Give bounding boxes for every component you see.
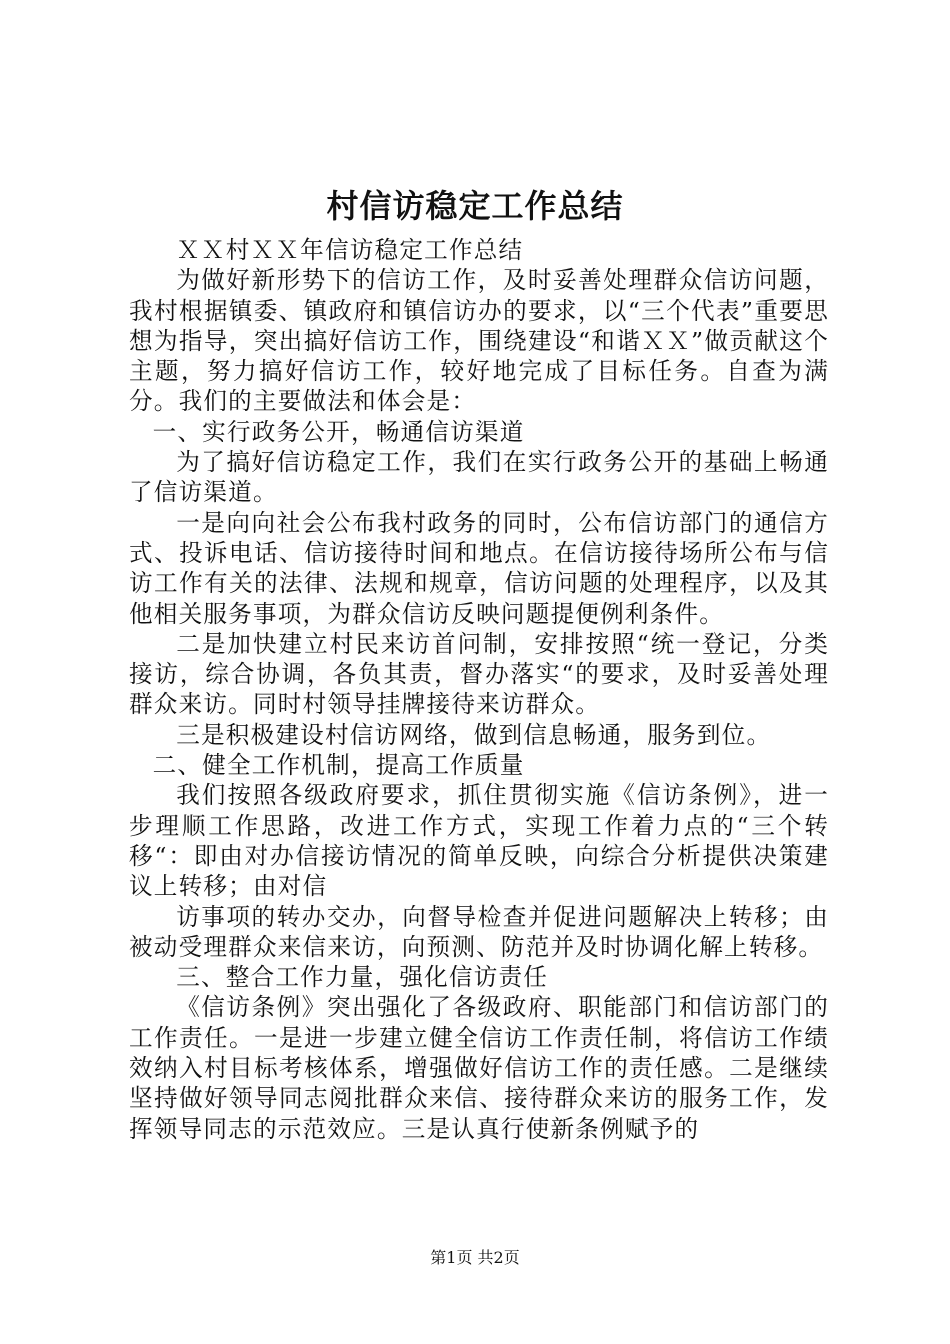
- section-heading: 一、实行政务公开，畅通信访渠道: [152, 417, 525, 446]
- body-paragraph: 我们按照各级政府要求，抓住贯彻实施《信访条例》，进一步理顺工作思路，改进工作方式，实现工作着力点的“三个转移“：即由对办信接访情况的简单反映，向综合分析提供决策建议上转移；由对信: [129, 781, 829, 901]
- body-paragraph: 二是加快建立村民来访首问制，安排按照“统一登记，分类接访，综合协调，各负其责，督办落实“的要求，及时妥善处理群众来访。同时村领导挂牌接待来访群众。: [129, 629, 829, 719]
- body-paragraph: 三是积极建设村信访网络，做到信息畅通，服务到位。: [176, 720, 772, 749]
- body-paragraph: 一是向向社会公布我村政务的同时，公布信访部门的通信方式、投诉电话、信访接待时间和地点。在信访接待场所公布与信访工作有关的法律、法规和规章，信访问题的处理程序，以及其他相关服务事项，为群众信访反映问题提便例利条件。: [129, 508, 829, 628]
- document-body: [129, 235, 829, 1144]
- body-paragraph: ＸＸ村ＸＸ年信访稳定工作总结: [176, 236, 524, 264]
- page-footer: 第1页 共2页: [430, 1248, 520, 1267]
- page-title: 村信访稳定工作总结: [326, 187, 624, 225]
- body-paragraph: 为做好新形势下的信访工作，及时妥善处理群众信访问题，我村根据镇委、镇政府和镇信访办的要求，以“三个代表”重要思想为指导，突出搞好信访工作，围绕建设“和谐ＸＸ”做贡献这个主题，努力搞好信访工作，较好地完成了目标任务。自查为满分。我们的主要做法和体会是：: [129, 266, 829, 416]
- body-paragraph: 三、整合工作力量，强化信访责任: [176, 963, 549, 992]
- body-paragraph: 为了搞好信访稳定工作，我们在实行政务公开的基础上畅通了信访渠道。: [129, 448, 829, 507]
- body-paragraph: 《信访条例》突出强化了各级政府、职能部门和信访部门的工作责任。一是进一步建立健全信访工作责任制，将信访工作绩效纳入村目标考核体系，增强做好信访工作的责任感。二是继续坚持做好领导同志阅批群众来信、接待群众来访的服务工作，发挥领导同志的示范效应。三是认真行使新条例赋予的: [129, 993, 829, 1143]
- body-paragraph: 访事项的转办交办，向督导检查并促进问题解决上转移；由被动受理群众来信来访，向预测、防范并及时协调化解上转移。: [129, 902, 829, 961]
- section-heading: 二、健全工作机制，提高工作质量: [152, 751, 525, 780]
